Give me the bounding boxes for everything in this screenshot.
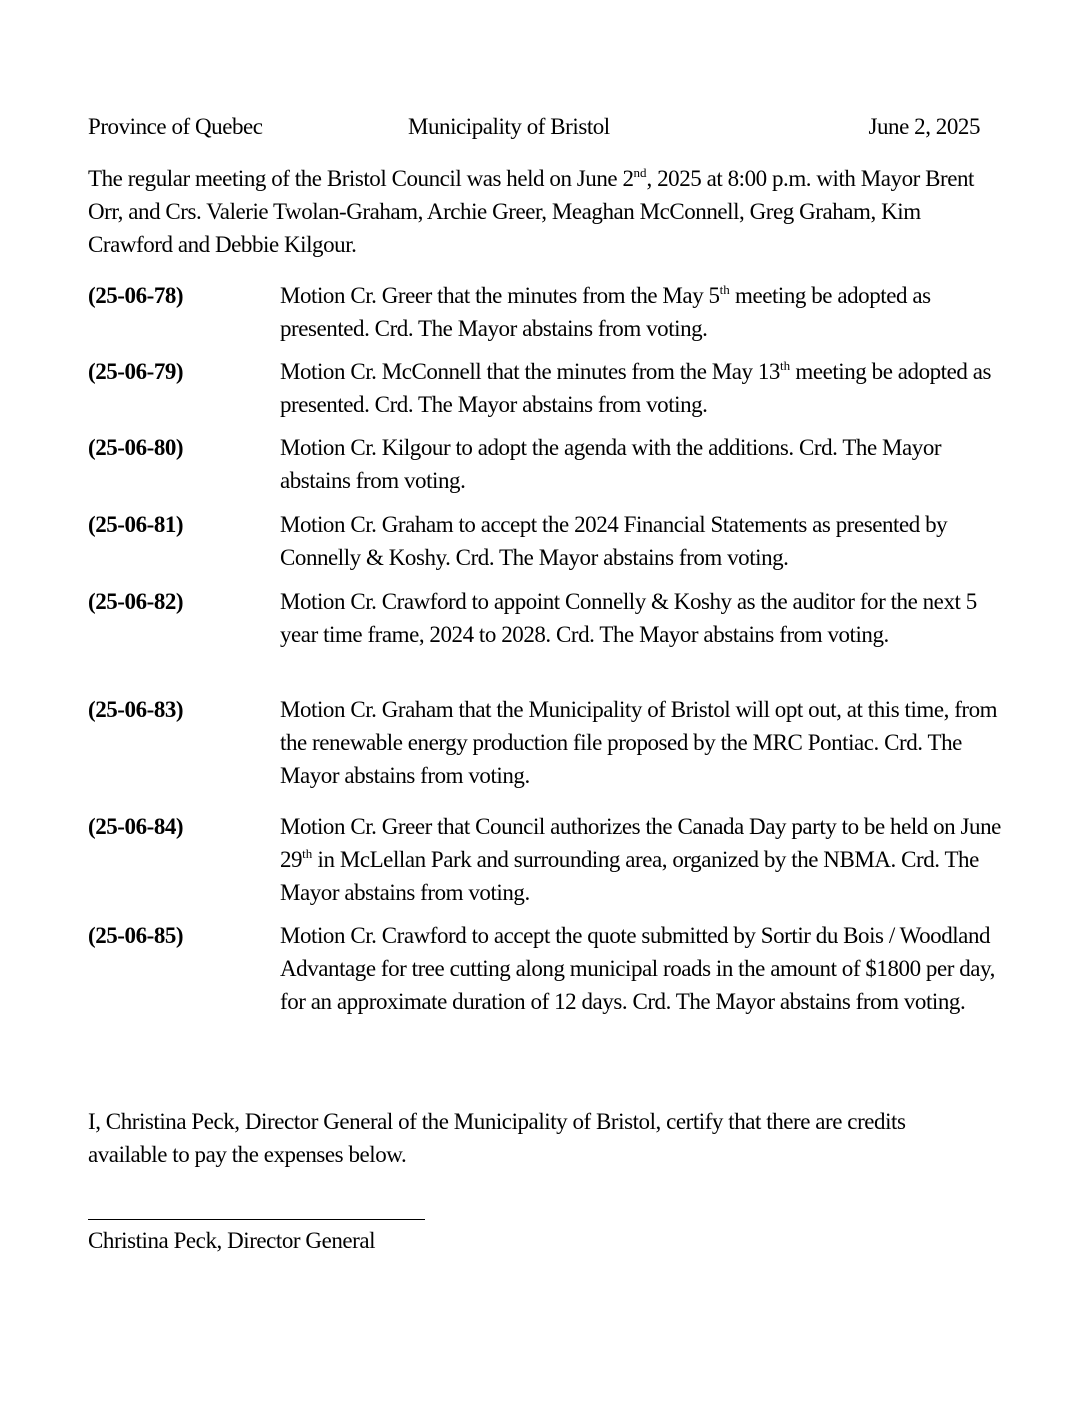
header-municipality: Municipality of Bristol <box>408 114 610 139</box>
motion-text-before: Motion Cr. Kilgour to adopt the agenda with the additions. Crd. The Mayor abstains from voting. <box>280 435 942 493</box>
intro-text-part1: The regular meeting of the Bristol Council was held on June 2 <box>88 166 634 191</box>
motion-text-after: meeting be adopted as presented. Crd. The Mayor abstains from voting. <box>280 283 931 341</box>
motion-text <box>280 585 1005 651</box>
motion-number: (25-06-82) <box>88 589 184 614</box>
motion-text-after: meeting be adopted as presented. Crd. The Mayor abstains from voting. <box>280 359 991 417</box>
motion-text <box>280 431 1005 497</box>
motion-text-before: Motion Cr. McConnell that the minutes from the May 13 <box>280 359 780 384</box>
motion-text-before: Motion Cr. Greer that the minutes from the May 5 <box>280 283 720 308</box>
motion-text-after: in McLellan Park and surrounding area, organized by the NBMA. Crd. The Mayor abstains from voting. <box>280 847 979 905</box>
intro-text-part2: , 2025 at 8:00 p.m. with Mayor Brent Orr, and Crs. Valerie Twolan-Graham, Archie Greer, Meaghan McConnell, Greg Graham, Kim Crawford and Debbie Kilgour. <box>88 166 975 257</box>
motion-text <box>280 693 1005 792</box>
motion-number: (25-06-81) <box>88 512 184 537</box>
motion-text-before: Motion Cr. Graham to accept the 2024 Financial Statements as presented by Connelly & Koshy. Crd. The Mayor abstains from voting. <box>280 512 948 570</box>
motion-superscript: th <box>719 282 730 297</box>
motion-number: (25-06-78) <box>88 283 184 308</box>
motion-number: (25-06-84) <box>88 814 184 839</box>
motion-text <box>280 919 1005 1018</box>
motion-superscript: th <box>779 358 791 373</box>
signature-line <box>88 1219 425 1220</box>
intro-superscript: nd <box>633 165 647 180</box>
motion-text-before: Motion Cr. Crawford to accept the quote submitted by Sortir du Bois / Woodland Advantage for tree cutting along municipal roads in the amount of $1800 per day, for an approximate duration of 12 days. Crd. The Mayor abstains from voting. <box>280 923 995 1014</box>
motion-text-before: Motion Cr. Crawford to appoint Connelly & Koshy as the auditor for the next 5 year time frame, 2024 to 2028. Crd. The Mayor abstains from voting. <box>280 589 977 647</box>
certification-paragraph: I, Christina Peck, Director General of the Municipality of Bristol, certify that there are credits available to pay the expenses below. <box>88 1109 906 1167</box>
motion-number: (25-06-83) <box>88 697 184 722</box>
motion-text <box>280 810 1005 909</box>
header-province: Province of Quebec <box>88 114 263 139</box>
motion-number: (25-06-80) <box>88 435 184 460</box>
motion-number: (25-06-85) <box>88 923 184 948</box>
meeting-intro-paragraph <box>88 162 988 261</box>
motion-text <box>280 508 1005 574</box>
header-date: June 2, 2025 <box>868 114 980 139</box>
motion-text <box>280 279 1005 345</box>
motion-number: (25-06-79) <box>88 359 184 384</box>
motion-text-before: Motion Cr. Greer that Council authorizes the Canada Day party to be held on June 29 <box>280 814 1001 872</box>
signature-name: Christina Peck, Director General <box>88 1228 376 1253</box>
motion-superscript: th <box>302 846 313 861</box>
motion-text <box>280 355 1005 421</box>
document-header <box>88 113 980 141</box>
motion-text-before: Motion Cr. Graham that the Municipality of Bristol will opt out, at this time, from the renewable energy production file proposed by the MRC Pontiac. Crd. The Mayor abstains from voting. <box>280 697 998 788</box>
